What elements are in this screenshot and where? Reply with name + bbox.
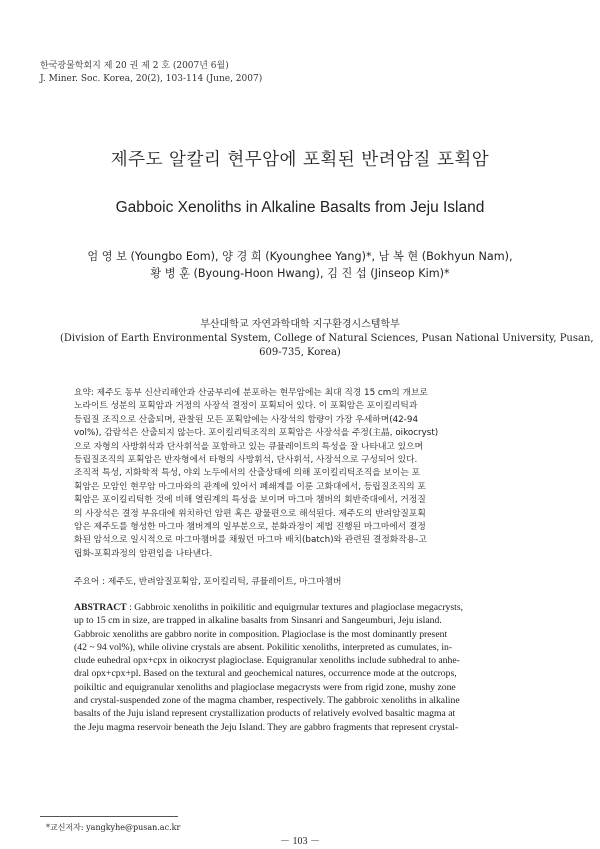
abstract-english [74,601,526,734]
author-line-2: 황 병 훈 (Byoung-Hoon Hwang), 김 진 섭 (Jinseop Kim)* [150,267,450,280]
affiliation [60,318,594,360]
abstract-english-line: (42 ~ 94 vol%), while olivine crystals are absent. Pokilitic xenoliths, interpreted as cumulates, in- [74,641,453,653]
abstract-korean-line: 등립질 조직으로 산출되며, 관찰된 모든 포획암에는 사장석의 함량이 가장 우세하며(42-94 [74,414,419,425]
abstract-korean-line: 화된 암석으로 일시적으로 마그마챔버를 채웠던 마그마 배치(batch)와 관련된 결정화작용-고 [74,535,427,546]
abstract-korean-line: 으로 자형의 사방휘석과 단사휘석을 포함하고 있는 큐뮬레이트의 특성을 잘 나타내고 있으며 [74,441,424,452]
abstract-english-text: : Gabbroic xenoliths in poikilitic and equigrnular textures and plagioclase megacrysts, [126,602,464,613]
abstract-english-line: up to 15 cm in size, are trapped in alkaline basalts from Sinsanri and Sangeumburi, Jeju island. [74,615,442,627]
keywords-korean: 주요어 : 제주도, 반려암질포획암, 포이킬리틱, 큐뮬레이트, 마그마챔버 [74,577,342,587]
footnote-divider [40,816,178,817]
author-line-1: 엄 영 보 (Youngbo Eom), 양 경 희 (Kyounghee Yang)*, 남 복 현 (Bokhyun Nam), [87,250,513,263]
affiliation-english-line: 609-735, Korea) [259,347,341,358]
abstract-english-line: poikiltic and equigranular xenoliths and plagioclase megacrysts were from rigid zone, mushy zone [74,681,456,693]
page-number: － 103 － [280,836,320,847]
abstract-korean-line: 조직적 특성, 지화학적 특성, 야외 노두에서의 산출상태에 의해 포이킬리틱조직을 보이는 포 [74,468,421,479]
title-korean: 제주도 알칼리 현무암에 포획된 반려암질 포획암 [110,150,490,170]
abstract-korean [74,387,526,561]
journal-line-korean: 한국광물학회지 제 20 권 제 2 호 (2007년 6월) [40,61,229,71]
journal-line-english: J. Miner. Soc. Korea, 20(2), 103-114 (June, 2007) [40,74,263,84]
abstract-korean-line: 요약: 제주도 동부 신산리해안과 산굼부리에 분포하는 현무암에는 최대 직경 15 cm의 개브로 [74,388,428,398]
abstract-korean-line: 노라이트 성분의 포획암과 거정의 사장석 결정이 포획되어 있다. 이 포획암은 포이킬리틱과 [74,401,418,412]
abstract-korean-line: 립화-포획과정의 암편임을 나타낸다. [74,548,213,559]
abstract-korean-line: 암은 제주도를 형성한 마그마 챔버계의 일부분으로, 분화과정이 제법 진행된 마그마에서 결정 [74,522,426,533]
author-list [60,248,540,282]
journal-header [40,60,262,86]
title-english: Gabboic Xenoliths in Alkaline Basalts from Jeju Island [115,199,485,216]
abstract-korean-line: 등립질조직의 포획암은 반자형에서 타형의 사방휘석, 단사휘석, 사장석으로 구성되어 있다. [74,455,418,466]
abstract-english-line: the Jeju magma reservoir beneath the Jeju Island. They are gabbro fragments that represent crystal- [74,721,459,733]
abstract-label: ABSTRACT [74,602,127,613]
abstract-english-line: and crystal-suspended zone of the magma chamber, respectively. The gabbroic xenoliths in alkaline [74,695,460,707]
abstract-english-line: Gabbroic xenoliths are gabbro norite in composition. Plagioclase is the most dominantly present [74,628,448,640]
abstract-korean-line: 획암은 포이킬리틱한 것에 비해 열린계의 특성을 보이며 마그마 챔버의 회반죽대에서, 거정질 [74,495,426,506]
corresponding-author-footnote: *교신저자: yangkyhe@pusan.ac.kr [46,823,181,832]
affiliation-english-line: (Division of Earth Environmental System, College of Natural Sciences, Pusan National University, Pusan, [60,333,594,344]
abstract-english-line: dral opx+cpx+pl. Based on the textural and geochemical natures, occurrence mode at the outcrops, [74,668,457,680]
affiliation-korean: 부산대학교 자연과학대학 지구환경시스템학부 [200,319,400,330]
abstract-korean-line: vol%), 감람석은 산출되지 않는다. 포이킬리틱조직의 포획암은 사장석을 주정(主晶, oikocryst) [74,428,439,439]
abstract-english-line: clude euhedral opx+cpx in oikocryst plagioclase. Equigranular xenoliths include subhedral to anhe- [74,655,460,667]
abstract-korean-line: 획암은 모암인 현무암 마그마와의 관계에 있어서 폐쇄계를 이룬 고화대에서, 등립질조직의 포 [74,481,426,492]
abstract-english-line: basalts of the Juju island represent crystallization products of relatively evolved basaltic magma at [74,708,456,720]
abstract-korean-line: 의 사장석은 결정 부유대에 위치하던 암편 혹은 광물편으로 해석된다. 제주도의 반려암질포획 [74,508,426,519]
abstract-english-line [74,601,526,614]
